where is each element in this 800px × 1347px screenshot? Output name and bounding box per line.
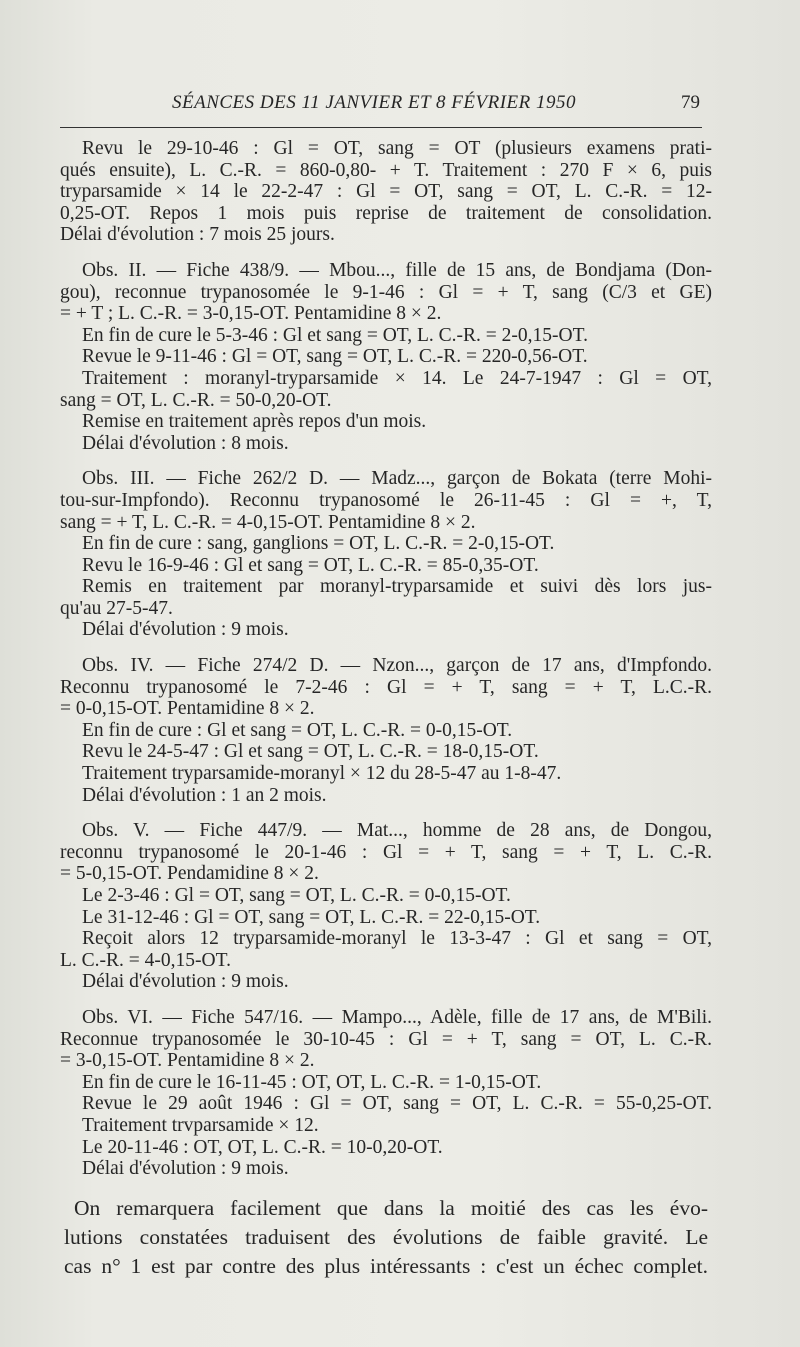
text-line: Le 20-11-46 : OT, OT, L. C.-R. = 10-0,20-OT. bbox=[82, 1136, 443, 1158]
text-line: Revu le 29-10-46 : Gl = OT, sang = OT (plusieurs examens prati- bbox=[82, 138, 712, 159]
text-line: Délai d'évolution : 9 mois. bbox=[82, 619, 289, 641]
observation-heading-line: Obs. VI. — Fiche 547/16. — Mampo..., Adèle, fille de 17 ans, de M'Bili. bbox=[82, 1006, 712, 1028]
observation-4 bbox=[60, 655, 712, 806]
text-line: Remis en traitement par moranyl-tryparsamide et suivi dès lors jus- bbox=[82, 576, 712, 598]
observation-5 bbox=[60, 820, 712, 993]
text-line: Le 2-3-46 : Gl = OT, sang = OT, L. C.-R. = 0-0,15-OT. bbox=[82, 885, 511, 906]
text-line: Revu le 16-9-46 : Gl et sang = OT, L. C.-R. = 85-0,35-OT. bbox=[82, 554, 539, 576]
text-line: Remise en traitement après repos d'un mois. bbox=[82, 411, 427, 433]
header-rule bbox=[60, 127, 702, 128]
text-line: qués ensuite), L. C.-R. = 860-0,80- + T. Traitement : 270 F × 6, puis bbox=[60, 159, 712, 181]
text-line: Délai d'évolution : 7 mois 25 jours. bbox=[60, 224, 335, 246]
text-line: = 5-0,15-OT. Pendamidine 8 × 2. bbox=[60, 863, 319, 885]
text-line: Traitement : moranyl-tryparsamide × 14. Le 24-7-1947 : Gl = OT, bbox=[82, 367, 712, 389]
observation-heading-line: Obs. II. — Fiche 438/9. — Mbou..., fille de 15 ans, de Bondjama (Don- bbox=[82, 259, 712, 281]
page-number: 79 bbox=[681, 92, 700, 113]
text-line: tou-sur-Impfondo). Reconnu trypanosomé le 26-11-45 : Gl = +, T, bbox=[60, 489, 712, 511]
closing-paragraph bbox=[60, 1194, 712, 1281]
text-line: reconnu trypanosomé le 20-1-46 : Gl = + T, sang = + T, L. C.-R. bbox=[60, 841, 712, 863]
observation-6 bbox=[60, 1007, 712, 1180]
paragraph-case-1-followup bbox=[60, 138, 712, 246]
observation-heading-line: Obs. V. — Fiche 447/9. — Mat..., homme de 28 ans, de Dongou, bbox=[82, 820, 712, 842]
text-line: Revue le 29 août 1946 : Gl = OT, sang = OT, L. C.-R. = 55-0,25-OT. bbox=[82, 1093, 712, 1115]
text-line: Délai d'évolution : 1 an 2 mois. bbox=[82, 784, 327, 806]
text-line: Délai d'évolution : 8 mois. bbox=[82, 432, 289, 454]
text-line: = + T ; L. C.-R. = 3-0,15-OT. Pentamidine 8 × 2. bbox=[60, 303, 442, 325]
text-line: En fin de cure le 16-11-45 : OT, OT, L. C.-R. = 1-0,15-OT. bbox=[82, 1071, 542, 1093]
text-line: qu'au 27-5-47. bbox=[60, 597, 173, 619]
text-line: sang = + T, L. C.-R. = 4-0,15-OT. Pentamidine 8 × 2. bbox=[60, 511, 476, 533]
text-line: sang = OT, L. C.-R. = 50-0,20-OT. bbox=[60, 389, 332, 411]
text-line: Traitement tryparsamide-moranyl × 12 du 28-5-47 au 1-8-47. bbox=[82, 763, 562, 785]
observation-2 bbox=[60, 260, 712, 454]
text-line: cas n° 1 est par contre des plus intéressants : c'est un échec complet. bbox=[64, 1253, 708, 1278]
running-head bbox=[60, 90, 700, 120]
text-line: = 0-0,15-OT. Pentamidine 8 × 2. bbox=[60, 698, 315, 720]
text-line: L. C.-R. = 4-0,15-OT. bbox=[60, 949, 231, 971]
text-line: En fin de cure : sang, ganglions = OT, L. C.-R. = 2-0,15-OT. bbox=[82, 533, 555, 555]
text-line: Reçoit alors 12 tryparsamide-moranyl le 13-3-47 : Gl et sang = OT, bbox=[82, 928, 712, 950]
text-line: Délai d'évolution : 9 mois. bbox=[82, 971, 289, 993]
text-line: gou), reconnue trypanosomée le 9-1-46 : Gl = + T, sang (C/3 et GE) bbox=[60, 281, 712, 303]
text-line: Délai d'évolution : 9 mois. bbox=[82, 1158, 289, 1180]
text-line: Revue le 9-11-46 : Gl = OT, sang = OT, L. C.-R. = 220-0,56-OT. bbox=[82, 346, 588, 368]
text-line: Revu le 24-5-47 : Gl et sang = OT, L. C.-R. = 18-0,15-OT. bbox=[82, 741, 539, 763]
text-line: En fin de cure : Gl et sang = OT, L. C.-R. = 0-0,15-OT. bbox=[82, 719, 513, 741]
text-line: Traitement trvparsamide × 12. bbox=[82, 1114, 319, 1136]
text-line: tryparsamide × 14 le 22-2-47 : Gl = OT, sang = OT, L. C.-R. = 12- bbox=[60, 181, 712, 203]
running-title: SÉANCES DES 11 JANVIER ET 8 FÉVRIER 1950 bbox=[172, 92, 576, 113]
text-line: Le 31-12-46 : Gl = OT, sang = OT, L. C.-R. = 22-0,15-OT. bbox=[82, 906, 541, 928]
observation-heading-line: Obs. III. — Fiche 262/2 D. — Madz..., garçon de Bokata (terre Mohi- bbox=[82, 468, 712, 490]
text-line: = 3-0,15-OT. Pentamidine 8 × 2. bbox=[60, 1050, 315, 1072]
body-text bbox=[60, 138, 712, 1281]
text-line: 0,25-OT. Repos 1 mois puis reprise de traitement de consolidation. bbox=[60, 202, 712, 224]
text-line: En fin de cure le 5-3-46 : Gl et sang = OT, L. C.-R. = 2-0,15-OT. bbox=[82, 324, 588, 346]
observation-heading-line: Obs. IV. — Fiche 274/2 D. — Nzon..., garçon de 17 ans, d'Impfondo. bbox=[82, 655, 712, 677]
text-line: Reconnu trypanosomé le 7-2-46 : Gl = + T, sang = + T, L.C.-R. bbox=[60, 676, 712, 698]
text-line: Reconnue trypanosomée le 30-10-45 : Gl = + T, sang = OT, L. C.-R. bbox=[60, 1028, 712, 1050]
observation-3 bbox=[60, 468, 712, 641]
text-line: lutions constatées traduisent des évolutions de faible gravité. Le bbox=[64, 1224, 708, 1249]
text-line: On remarquera facilement que dans la moitié des cas les évo- bbox=[74, 1195, 708, 1220]
